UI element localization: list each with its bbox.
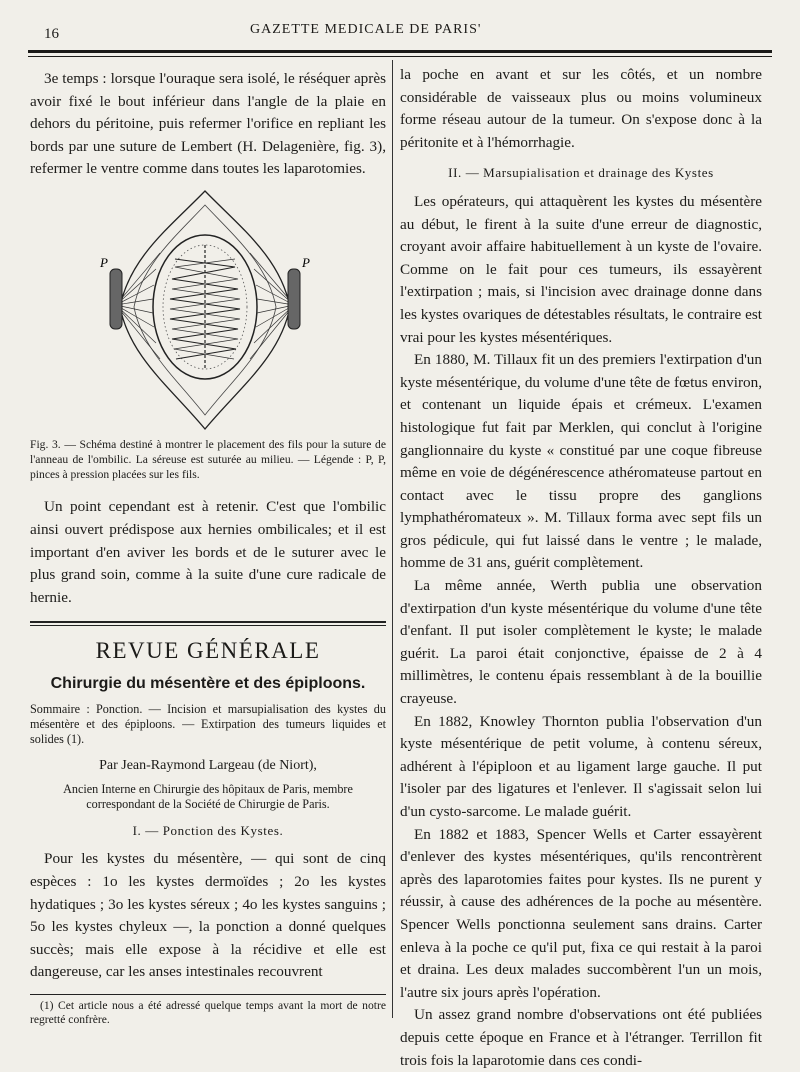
figure-caption: Fig. 3. — Schéma destiné à montrer le placement des fils pour la suture de l'anneau de l'ombilic. La séreuse est suturée au milieu. — Légende : P, P, pinces à pression placées sur les fils.: [30, 437, 386, 481]
column-divider: [392, 60, 393, 1018]
article-title: Chirurgie du mésentère et des épiploons.: [50, 674, 366, 692]
sommaire: Sommaire : Ponction. — Incision et marsupialisation des kystes du mésentère et des épiploons. — Extirpation des tumeurs liquides et solides (1).: [30, 701, 386, 746]
paragraph: la poche en avant et sur les côtés, et un nombre considérable de vaisseaux plus ou moins volumineux forme réseau autour de la tumeur. On s'expose donc à la péritonite et à l'hémorrhagie.: [400, 66, 762, 151]
header-rule: [28, 50, 772, 53]
figure-label-right: P: [302, 254, 310, 270]
affiliation: Ancien Interne en Chirurgie des hôpitaux de Paris, membre correspondant de la Société de Chirurgie de Paris.: [63, 781, 353, 811]
byline: Par Jean-Raymond Largeau (de Niort),: [99, 758, 317, 774]
paragraph: Un point cependant est à retenir. C'est que l'ombilic ainsi ouvert prédispose aux hernies ombilicales; et il est important d'en aviver les bords et de le suturer avec le plus grand soin, comme à la suite d'une cure radicale de hernie.: [30, 498, 386, 606]
page-number: 16: [44, 26, 59, 42]
left-column: [30, 68, 386, 1027]
footnote-rule: [30, 994, 386, 995]
right-column: [400, 64, 762, 1072]
figure-label-left: P: [100, 254, 108, 270]
section-heading: II. — Marsupialisation et drainage des Kystes: [448, 165, 714, 181]
paragraph: 3e temps : lorsque l'ouraque sera isolé, le réséquer après avoir fixé le bout inférieur dans l'angle de la plaie en dehors du péritoine, puis refermer l'orifice en repliant les bords par une suture de Lembert (H. Delagenière, fig. 3), refermer le ventre comme dans toutes les laparotomies.: [30, 70, 386, 178]
section-heading: I. — Ponction des Kystes.: [132, 822, 284, 838]
paragraph: La même année, Werth publia une observation d'extirpation d'un kyste mésentérique du volume d'une tête d'enfant. Il put isoler complètement le kyste; le malade guérit. La paroi était conjonctive, épaisse de 2 à 4 millimètres, le contenu épais ressemblant à de la bouillie crayeuse.: [400, 577, 762, 708]
paragraph: Les opérateurs, qui attaquèrent les kystes du mésentère au début, le firent à la suite d'une erreur de diagnostic, croyant avoir affaire habituellement à un kyste de l'ovaire. Comme on le fait pour ces tumeurs, ils essayèrent l'extirpation ; mais, si l'incision avec drainage donne dans les kystes ovariques de détestables résultats, le contraire est vrai pour les kystes mésentériques.: [400, 192, 762, 346]
footnote: (1) Cet article nous a été adressé quelque temps avant la mort de notre regretté confrère.: [30, 998, 386, 1026]
paragraph: En 1880, M. Tillaux fit un des premiers l'extirpation d'un kyste mésentérique, du volume d'une tête de fœtus environ, et contenant un liquide épais et crémeux. L'examen histologique fut fait par Merklen, qui conclut à l'origine ganglionnaire du kyste « constitué par une coque fibreuse même en voie de dégénérescence athéromateuse partout en contact avec le tissu propre des ganglions lymphathéromateux ». M. Tillaux forma avec sept fils un gros pédicule, qui fut laissé dans le ventre ; le malade, homme de 31 ans, guérit complètement.: [400, 351, 762, 572]
revue-title: REVUE GÉNÉRALE: [95, 638, 321, 664]
running-header: GAZETTE MEDICALE DE PARIS': [250, 22, 482, 37]
section-rule: [30, 621, 386, 626]
paragraph: En 1882, Knowley Thornton publia l'observation d'un kyste mésentérique de petit volume, à contenu séreux, adhérent à l'épiploon et au ligament large gauche. Il put l'isoler par des ligatures et l'enlever. Il s'agissait selon lui d'un cysto-sarcome. Le malade guérit.: [400, 712, 762, 820]
paragraph: Pour les kystes du mésentère, — qui sont de cinq espèces : 1o les kystes dermoïdes ; 2o les kystes hydatiques ; 3o les kystes séreux ; 4o les kystes sanguins ; 5o les kystes chyleux —, la ponction a donné quelques succès; mais elle expose à la récidive et elle est dangereuse, car les anses intestinales recouvrent: [30, 850, 386, 981]
header-rule-thin: [28, 56, 772, 57]
paragraph: En 1882 et 1883, Spencer Wells et Carter essayèrent d'enlever des kystes mésentériques, qu'ils rencontrèrent après des laparotomies faites pour kystes. Ils ne purent y réussir, à cause des adhérences de la poche au mésentère. Spencer Wells ponctionna seulement sans drains. Carter enleva à la poche ce qu'il put, fixa ce qui restait à la paroi et draina. Les deux malades succombèrent l'un un mois, l'autre six jours après l'opération.: [400, 825, 762, 1001]
paragraph: Un assez grand nombre d'observations ont été publiées depuis cette époque en France et à l'étranger. Terrillon fit trois fois la laparotomie dans ces condi-: [400, 1006, 762, 1069]
suture-figure: [90, 187, 320, 432]
